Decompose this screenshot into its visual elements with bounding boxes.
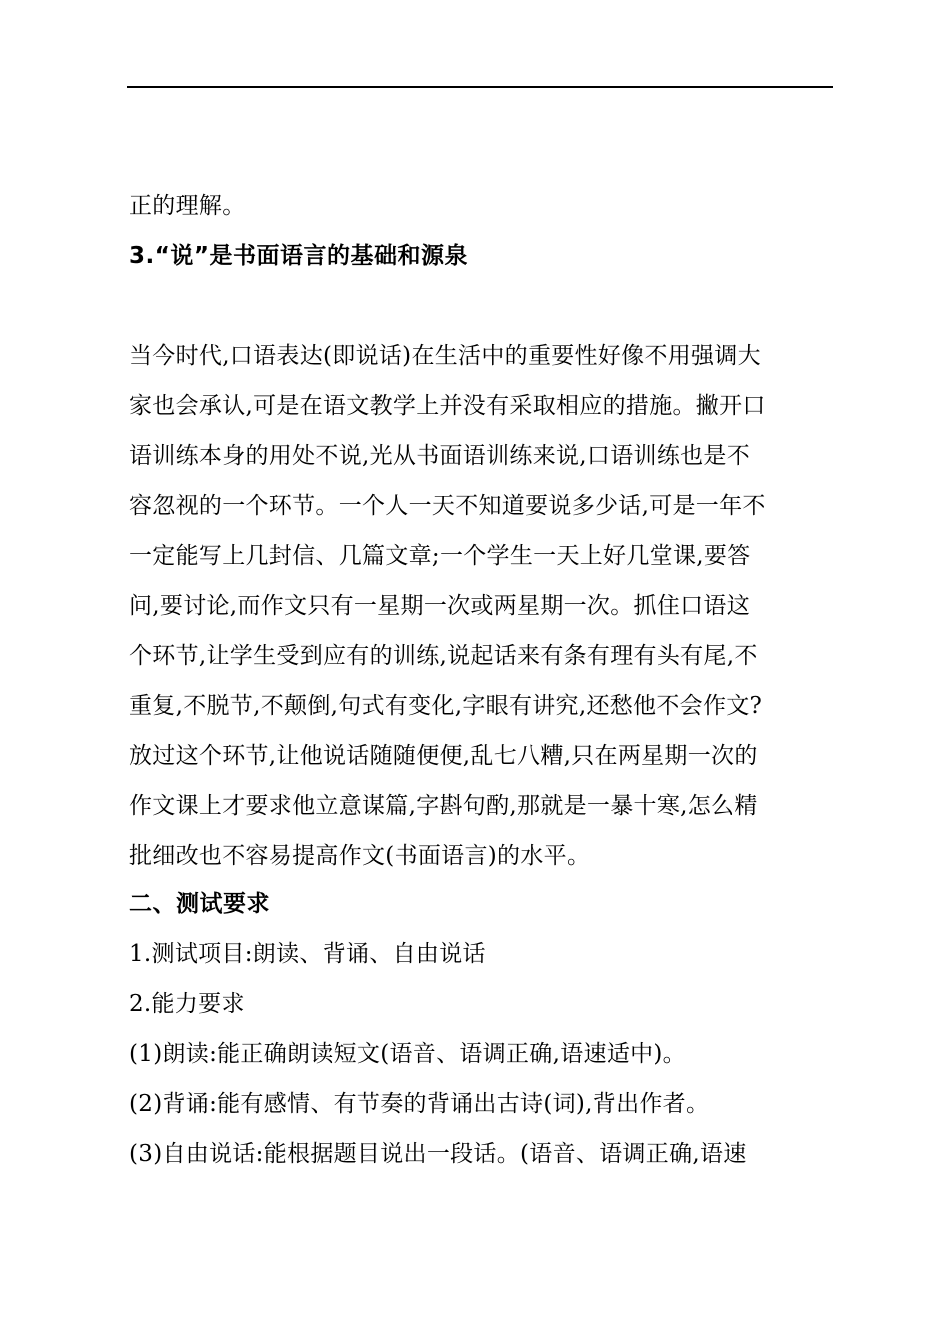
section-heading-2: 二、测试要求 [129,891,270,917]
paragraph-line: 重复,不脱节,不颠倒,句式有变化,字眼有讲究,还愁他不会作文? [129,693,763,719]
list-item-recitation: (2)背诵:能有感情、有节奏的背诵出古诗(词),背出作者。 [129,1091,710,1117]
paragraph-line: 语训练本身的用处不说,光从书面语训练来说,口语训练也是不 [129,443,751,469]
list-item-reading: (1)朗读:能正确朗读短文(语音、语调正确,语速适中)。 [129,1041,686,1067]
paragraph-line: 放过这个环节,让他说话随随便便,乱七八糟,只在两星期一次的 [129,743,758,769]
paragraph-line: 当今时代,口语表达(即说话)在生活中的重要性好像不用强调大 [129,343,761,369]
paragraph-line: 容忽视的一个环节。一个人一天不知道要说多少话,可是一年不 [129,493,766,519]
text-line-continuation: 正的理解。 [129,193,246,219]
paragraph-line: 问,要讨论,而作文只有一星期一次或两星期一次。抓住口语这 [129,593,751,619]
paragraph-line: 家也会承认,可是在语文教学上并没有采取相应的措施。撇开口 [129,393,766,419]
paragraph-line: 一定能写上几封信、几篇文章;一个学生一天上好几堂课,要答 [129,543,751,569]
list-item-ability-requirements: 2.能力要求 [129,991,245,1017]
section-heading-3: 3.“说”是书面语言的基础和源泉 [129,243,468,269]
paragraph-line: 作文课上才要求他立意谋篇,字斟句酌,那就是一暴十寒,怎么精 [129,793,758,819]
header-rule [127,86,833,88]
list-item-free-speech: (3)自由说话:能根据题目说出一段话。(语音、语调正确,语速 [129,1141,747,1167]
list-item-test-items: 1.测试项目:朗读、背诵、自由说话 [129,941,486,967]
paragraph-line: 个环节,让学生受到应有的训练,说起话来有条有理有头有尾,不 [129,643,758,669]
paragraph-line: 批细改也不容易提高作文(书面语言)的水平。 [129,843,591,869]
